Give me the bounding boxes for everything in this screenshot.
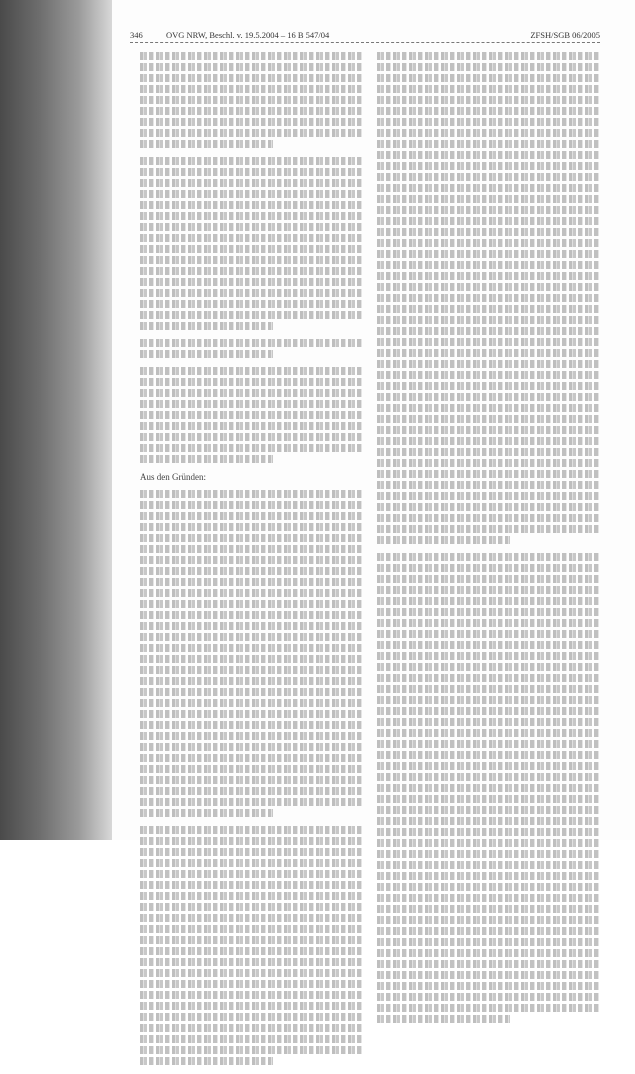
text-line <box>140 140 273 148</box>
text-line <box>140 556 362 564</box>
text-line <box>377 316 599 324</box>
text-line <box>140 732 362 740</box>
text-line <box>140 118 362 126</box>
text-line <box>140 947 362 955</box>
text-line <box>377 393 599 401</box>
text-line <box>140 52 362 60</box>
text-line <box>377 762 599 770</box>
text-line <box>377 481 599 489</box>
text-line <box>377 107 599 115</box>
text-line <box>140 633 362 641</box>
text-line <box>377 795 599 803</box>
text-paragraph <box>140 339 362 358</box>
text-line <box>377 426 599 434</box>
text-line <box>140 1046 362 1054</box>
text-line <box>377 305 599 313</box>
text-line <box>377 608 599 616</box>
text-line <box>377 751 599 759</box>
text-line <box>140 567 362 575</box>
text-line <box>140 256 362 264</box>
text-line <box>140 223 362 231</box>
text-line <box>140 1002 362 1010</box>
text-line <box>140 743 362 751</box>
text-line <box>377 85 599 93</box>
text-line <box>140 322 273 330</box>
text-line <box>377 960 599 968</box>
text-line <box>140 267 362 275</box>
text-line <box>377 206 599 214</box>
text-line <box>140 914 362 922</box>
text-line <box>140 129 362 137</box>
text-line <box>377 883 599 891</box>
text-line <box>377 283 599 291</box>
text-line <box>140 980 362 988</box>
text-line <box>377 162 599 170</box>
text-line <box>140 925 362 933</box>
text-line <box>140 765 362 773</box>
text-line <box>377 74 599 82</box>
text-line <box>140 501 362 509</box>
text-line <box>140 826 362 834</box>
text-line <box>140 870 362 878</box>
text-line <box>377 118 599 126</box>
text-line <box>377 619 599 627</box>
text-line <box>140 300 362 308</box>
text-line <box>140 157 362 165</box>
text-line <box>377 707 599 715</box>
text-line <box>140 512 362 520</box>
text-line <box>140 848 362 856</box>
text-line <box>377 718 599 726</box>
text-line <box>377 129 599 137</box>
text-line <box>377 696 599 704</box>
text-line <box>140 212 362 220</box>
right-text-column <box>377 52 599 1032</box>
text-line <box>377 564 599 572</box>
text-line <box>140 611 362 619</box>
text-line <box>140 859 362 867</box>
text-line <box>377 239 599 247</box>
text-line <box>377 927 599 935</box>
text-line <box>377 894 599 902</box>
text-line <box>140 400 362 408</box>
text-line <box>140 1035 362 1043</box>
text-line <box>377 250 599 258</box>
text-line <box>377 850 599 858</box>
text-line <box>140 190 362 198</box>
text-paragraph <box>377 553 599 1023</box>
text-line <box>140 710 362 718</box>
text-line <box>140 903 362 911</box>
text-line <box>140 411 362 419</box>
running-header <box>130 30 600 43</box>
text-line <box>140 1013 362 1021</box>
text-line <box>377 140 599 148</box>
text-line <box>140 809 273 817</box>
text-line <box>377 404 599 412</box>
text-line <box>140 881 362 889</box>
text-line <box>377 272 599 280</box>
text-line <box>377 652 599 660</box>
text-line <box>377 327 599 335</box>
text-line <box>377 740 599 748</box>
text-line <box>140 578 362 586</box>
text-line <box>140 644 362 652</box>
page-number: 346 <box>130 30 143 40</box>
text-paragraph <box>377 52 599 544</box>
text-line <box>377 536 510 544</box>
section-heading: Aus den Gründen: <box>140 472 206 482</box>
text-line <box>377 597 599 605</box>
text-line <box>377 817 599 825</box>
text-line <box>140 389 362 397</box>
left-text-column <box>140 52 362 1074</box>
text-line <box>377 492 599 500</box>
text-line <box>140 107 362 115</box>
text-line <box>140 837 362 845</box>
text-line <box>140 1057 273 1065</box>
text-paragraph <box>140 490 362 817</box>
text-line <box>140 754 362 762</box>
text-paragraph <box>140 52 362 148</box>
text-line <box>140 958 362 966</box>
text-line <box>140 534 362 542</box>
text-line <box>140 699 362 707</box>
text-line <box>377 938 599 946</box>
scan-shadow-margin <box>0 0 112 840</box>
text-line <box>377 514 599 522</box>
text-line <box>377 839 599 847</box>
text-line <box>140 85 362 93</box>
text-line <box>140 234 362 242</box>
text-line <box>140 201 362 209</box>
text-line <box>140 278 362 286</box>
text-line <box>377 806 599 814</box>
text-line <box>377 586 599 594</box>
text-line <box>377 459 599 467</box>
text-line <box>140 433 362 441</box>
text-paragraph <box>140 157 362 330</box>
text-line <box>377 371 599 379</box>
text-line <box>377 503 599 511</box>
text-line <box>140 168 362 176</box>
text-line <box>377 993 599 1001</box>
text-line <box>377 729 599 737</box>
text-line <box>377 195 599 203</box>
text-line <box>377 971 599 979</box>
text-line <box>377 1015 510 1023</box>
text-line <box>377 982 599 990</box>
text-line <box>140 798 362 806</box>
text-line <box>377 784 599 792</box>
text-line <box>377 630 599 638</box>
text-line <box>140 523 362 531</box>
text-line <box>140 339 362 347</box>
text-line <box>140 666 362 674</box>
header-citation: OVG NRW, Beschl. v. 19.5.2004 – 16 B 547/04 <box>166 30 330 40</box>
text-line <box>377 360 599 368</box>
text-line <box>140 589 362 597</box>
text-line <box>377 349 599 357</box>
text-line <box>140 455 273 463</box>
text-paragraph <box>140 826 362 1065</box>
text-line <box>140 688 362 696</box>
text-line <box>140 289 362 297</box>
text-line <box>377 151 599 159</box>
text-line <box>377 685 599 693</box>
text-line <box>140 367 362 375</box>
text-line <box>140 74 362 82</box>
text-line <box>140 444 362 452</box>
text-line <box>140 677 362 685</box>
text-line <box>140 490 362 498</box>
text-line <box>377 184 599 192</box>
text-line <box>377 217 599 225</box>
text-line <box>377 228 599 236</box>
text-line <box>377 674 599 682</box>
text-line <box>140 63 362 71</box>
text-line <box>140 378 362 386</box>
text-line <box>377 641 599 649</box>
text-line <box>140 245 362 253</box>
text-line <box>140 969 362 977</box>
text-line <box>140 655 362 663</box>
text-paragraph <box>140 367 362 463</box>
text-line <box>140 1024 362 1032</box>
text-line <box>140 776 362 784</box>
text-line <box>377 96 599 104</box>
text-line <box>140 179 362 187</box>
text-line <box>377 663 599 671</box>
text-line <box>377 415 599 423</box>
text-line <box>377 173 599 181</box>
text-line <box>377 1004 599 1012</box>
text-line <box>377 261 599 269</box>
text-line <box>140 311 362 319</box>
text-line <box>377 949 599 957</box>
text-line <box>377 575 599 583</box>
text-line <box>140 721 362 729</box>
text-line <box>140 787 362 795</box>
journal-reference: ZFSH/SGB 06/2005 <box>530 30 600 40</box>
text-line <box>377 382 599 390</box>
text-line <box>140 622 362 630</box>
text-line <box>377 916 599 924</box>
text-line <box>140 892 362 900</box>
text-line <box>377 872 599 880</box>
text-line <box>377 828 599 836</box>
text-line <box>140 422 362 430</box>
text-line <box>140 350 273 358</box>
text-line <box>140 991 362 999</box>
text-line <box>377 52 599 60</box>
text-line <box>140 545 362 553</box>
text-line <box>140 600 362 608</box>
text-line <box>377 338 599 346</box>
text-line <box>377 773 599 781</box>
text-line <box>377 448 599 456</box>
text-line <box>377 470 599 478</box>
text-line <box>377 905 599 913</box>
text-line <box>377 525 599 533</box>
text-line <box>377 294 599 302</box>
text-line <box>377 861 599 869</box>
text-line <box>140 96 362 104</box>
text-line <box>377 553 599 561</box>
text-line <box>140 936 362 944</box>
text-line <box>377 437 599 445</box>
text-line <box>377 63 599 71</box>
